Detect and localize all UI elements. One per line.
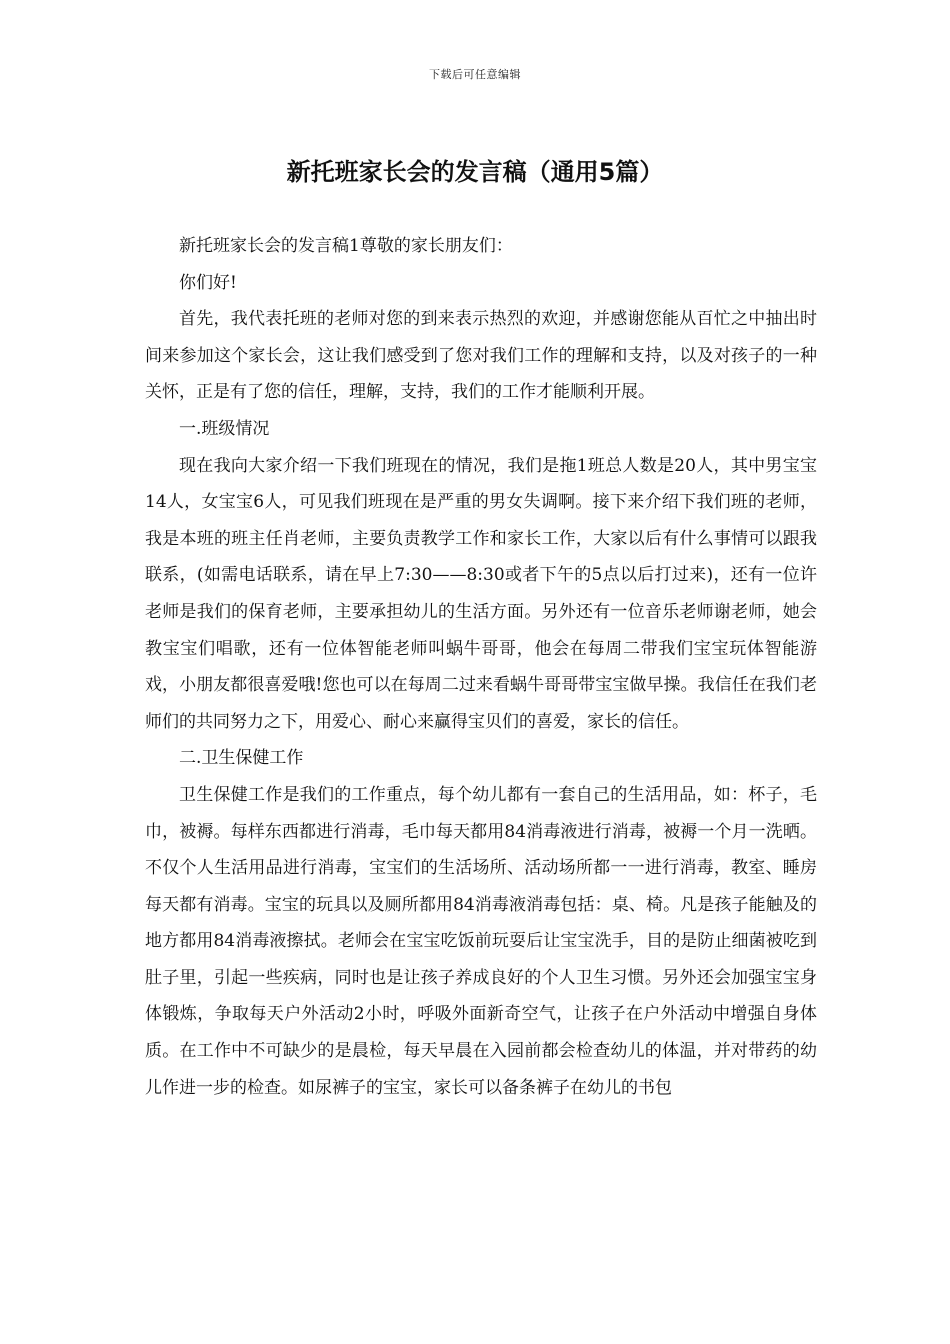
paragraph-hello: 你们好! <box>179 272 237 293</box>
paragraph-greeting: 新托班家长会的发言稿1尊敬的家长朋友们： <box>179 236 513 256</box>
paragraph-hygiene: 卫生保健工作是我们的工作重点，每个幼儿都有一套自己的生活用品，如：杯子，毛巾，被褥。每样东西都进行消毒，毛巾每天都用84消毒液进行消毒，被褥一个月一洗晒。不仅个人生活用品进行消毒，宝宝们的生活场所、活动场所都一一进行消毒，教室、睡房每天都有消毒。宝宝的玩具以及厕所都用84消毒液消毒包括：桌、椅。凡是孩子能触及的地方都用84消毒液擦拭。老师会在宝宝吃饭前玩耍后让宝宝洗手，目的是防止细菌被吃到肚子里，引起一些疾病，同时也是让孩子养成良好的个人卫生习惯。另外还会加强宝宝身体锻炼，争取每天户外活动2小时，呼吸外面新奇空气，让孩子在户外活动中增强自身体质。在工作中不可缺少的是晨检，每天早晨在入园前都会检查幼儿的体温，并对带药的幼儿作进一步的检查。如尿裤子的宝宝，家长可以备条裤子在幼儿的书包 <box>145 784 817 1098</box>
document-title: 新托班家长会的发言稿（通用5篇） <box>286 158 664 186</box>
header-note: 下载后可任意编辑 <box>429 68 521 81</box>
paragraph-class-info: 现在我向大家介绍一下我们班现在的情况，我们是拖1班总人数是20人，其中男宝宝14人，女宝宝6人，可见我们班现在是严重的男女失调啊。接下来介绍下我们班的老师，我是本班的班主任肖老师，主要负责教学工作和家长工作，大家以后有什么事情可以跟我联系，(如需电话联系，请在早上7:30——8:30或者下午的5点以后打过来)，还有一位许老师是我们的保育老师，主要承担幼儿的生活方面。另外还有一位音乐老师谢老师，她会教宝宝们唱歌，还有一位体智能老师叫蜗牛哥哥，他会在每周二带我们宝宝玩体智能游戏，小朋友都很喜爱哦!您也可以在每周二过来看蜗牛哥哥带宝宝做早操。我信任在我们老师们的共同努力之下，用爱心、耐心来赢得宝贝们的喜爱，家长的信任。 <box>145 455 817 732</box>
section-heading-class: 一.班级情况 <box>179 418 270 439</box>
paragraph-intro: 首先，我代表托班的老师对您的到来表示热烈的欢迎，并感谢您能从百忙之中抽出时间来参加这个家长会，这让我们感受到了您对我们工作的理解和支持，以及对孩子的一种关怀，正是有了您的信任，理解，支持，我们的工作才能顺利开展。 <box>145 309 817 403</box>
section-heading-hygiene: 二.卫生保健工作 <box>179 748 304 769</box>
document-body <box>145 228 817 1106</box>
